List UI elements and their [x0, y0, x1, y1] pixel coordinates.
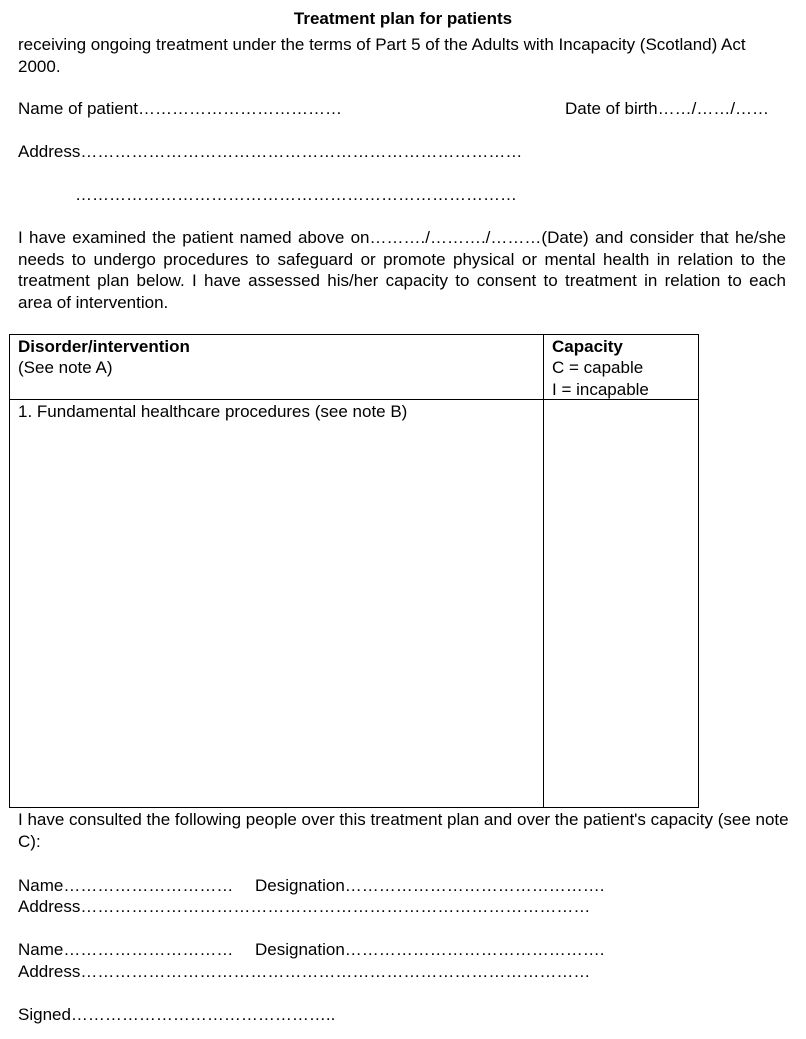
intervention-row-1: 1. Fundamental healthcare procedures (see note B) — [18, 402, 408, 421]
consultee-2-designation-field[interactable]: Designation………………………………………. — [255, 940, 605, 959]
capacity-legend-incapable: I = incapable — [552, 380, 649, 399]
consultee-2-name-field[interactable]: Name………………………… — [18, 940, 234, 959]
signature-field[interactable]: Signed……………………………………….. — [18, 1005, 336, 1024]
document-title: Treatment plan for patients — [293, 9, 513, 28]
disorder-header-note: (See note A) — [18, 358, 113, 377]
consultee-1-address-field[interactable]: Address……………………………………………………………………………… — [18, 897, 591, 916]
consultee-1-designation-field[interactable]: Designation………………………………………. — [255, 876, 605, 895]
capacity-legend-capable: C = capable — [552, 358, 644, 377]
consultee-1-name-field[interactable]: Name………………………… — [18, 876, 234, 895]
disorder-header: Disorder/intervention — [18, 337, 190, 356]
examination-statement: I have examined the patient named above on………./………./………(Date) and consider that he/she needs to undergo procedures to safeguard or promote physical or mental health in relation to the treatment plan below. I have assessed his/her capacity to consent to treatment in relation to each area of intervention. — [18, 228, 786, 312]
capacity-entry-area[interactable] — [545, 402, 697, 806]
patient-name-field[interactable]: Name of patient……………………………… — [18, 99, 343, 118]
patient-address-continuation[interactable]: …………………………………………………………………… — [75, 185, 517, 204]
intro-text: receiving ongoing treatment under the terms of Part 5 of the Adults with Incapacity (Scotland) Act 2000. — [18, 35, 746, 76]
consultation-statement: I have consulted the following people over this treatment plan and over the patient's capacity (see note C): — [18, 810, 789, 851]
intervention-entry-area[interactable] — [11, 425, 541, 806]
capacity-header: Capacity — [552, 337, 623, 356]
patient-address-field[interactable]: Address…………………………………………………………………… — [18, 142, 523, 161]
table-column-divider — [543, 334, 544, 808]
consultee-2-address-field[interactable]: Address……………………………………………………………………………… — [18, 962, 591, 981]
date-of-birth-field[interactable]: Date of birth……/……/…… — [565, 99, 770, 118]
